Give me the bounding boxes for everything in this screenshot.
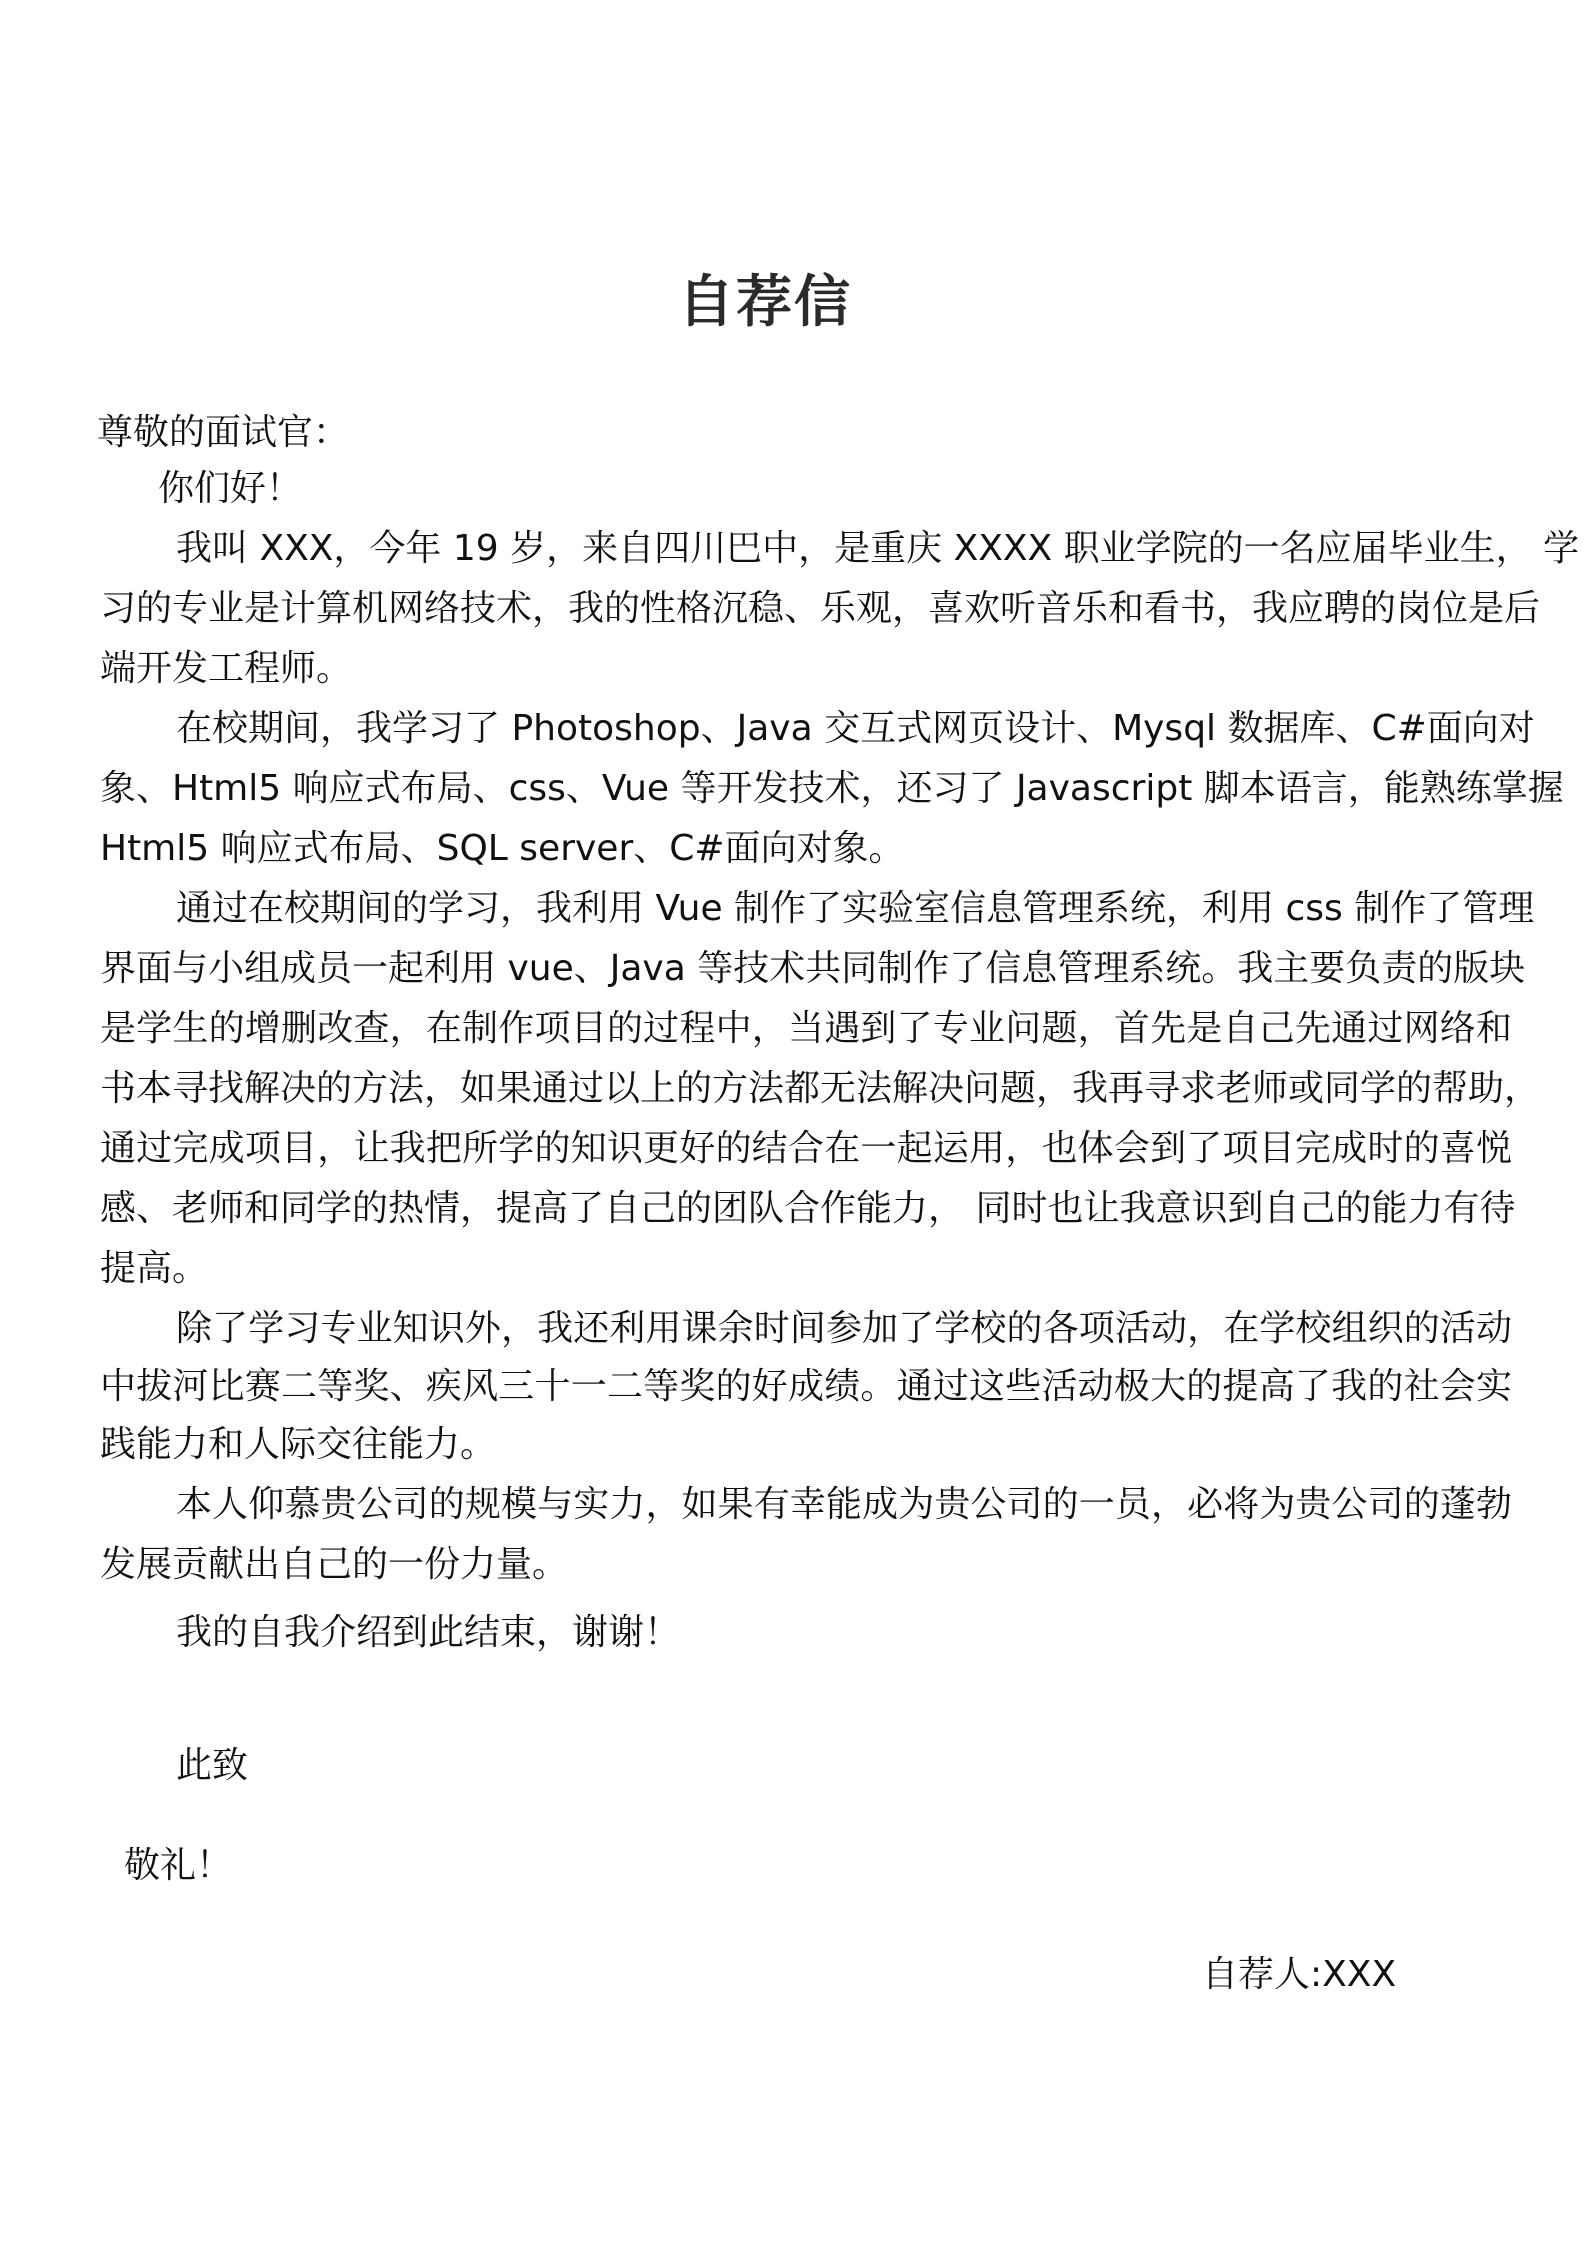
paragraph-2-line-1: 在校期间，我学习了 Photoshop、Java 交互式网页设计、Mysql 数据库、C#面向对 bbox=[176, 708, 1535, 749]
closing-jingli: 敬礼！ bbox=[124, 1845, 233, 1886]
paragraph-1-line-2: 习的专业是计算机网络技术，我的性格沉稳、乐观，喜欢听音乐和看书，我应聘的岗位是后 bbox=[100, 588, 1541, 629]
salutation: 尊敬的面试官： bbox=[97, 412, 350, 453]
paragraph-2-line-3: Html5 响应式布局、SQL server、C#面向对象。 bbox=[100, 828, 905, 869]
paragraph-5-line-2: 发展贡献出自己的一份力量。 bbox=[100, 1544, 569, 1585]
document-title: 自荐信 bbox=[678, 270, 852, 335]
paragraph-3-line-5: 通过完成项目，让我把所学的知识更好的结合在一起运用，也体会到了项目完成时的喜悦 bbox=[100, 1128, 1512, 1169]
closing-cizhi: 此致 bbox=[176, 1745, 249, 1786]
paragraph-3-line-3: 是学生的增删改查，在制作项目的过程中，当遇到了专业问题，首先是自己先通过网络和 bbox=[100, 1008, 1512, 1049]
paragraph-3-line-2: 界面与小组成员一起利用 vue、Java 等技术共同制作了信息管理系统。我主要负责的版块 bbox=[100, 948, 1526, 989]
paragraph-2-line-2: 象、Html5 响应式布局、css、Vue 等开发技术，还习了 Javascript 脚本语言，能熟练掌握 bbox=[100, 768, 1564, 809]
paragraph-3-line-6: 感、老师和同学的热情，提高了自己的团队合作能力， 同时也让我意识到自己的能力有待 bbox=[100, 1188, 1516, 1229]
signature: 自荐人:XXX bbox=[1202, 1954, 1397, 1995]
greeting: 你们好！ bbox=[158, 468, 303, 509]
paragraph-5-line-1: 本人仰慕贵公司的规模与实力，如果有幸能成为贵公司的一员，必将为贵公司的蓬勃 bbox=[176, 1484, 1512, 1525]
paragraph-4-line-3: 践能力和人际交往能力。 bbox=[100, 1424, 497, 1465]
paragraph-1-line-1: 我叫 XXX，今年 19 岁，来自四川巴中，是重庆 XXXX 职业学院的一名应届毕业生， 学 bbox=[176, 528, 1580, 569]
paragraph-3-line-7: 提高。 bbox=[100, 1248, 209, 1289]
closing-thanks: 我的自我介绍到此结束，谢谢！ bbox=[176, 1612, 681, 1653]
paragraph-4-line-1: 除了学习专业知识外，我还利用课余时间参加了学校的各项活动，在学校组织的活动 bbox=[176, 1308, 1512, 1349]
paragraph-4-line-2: 中拔河比赛二等奖、疾风三十一二等奖的好成绩。通过这些活动极大的提高了我的社会实 bbox=[100, 1366, 1512, 1407]
paragraph-1-line-3: 端开发工程师。 bbox=[100, 648, 353, 689]
paragraph-3-line-1: 通过在校期间的学习，我利用 Vue 制作了实验室信息管理系统，利用 css 制作了管理 bbox=[176, 888, 1535, 929]
paragraph-3-line-4: 书本寻找解决的方法，如果通过以上的方法都无法解决问题，我再寻求老师或同学的帮助， bbox=[100, 1068, 1541, 1109]
